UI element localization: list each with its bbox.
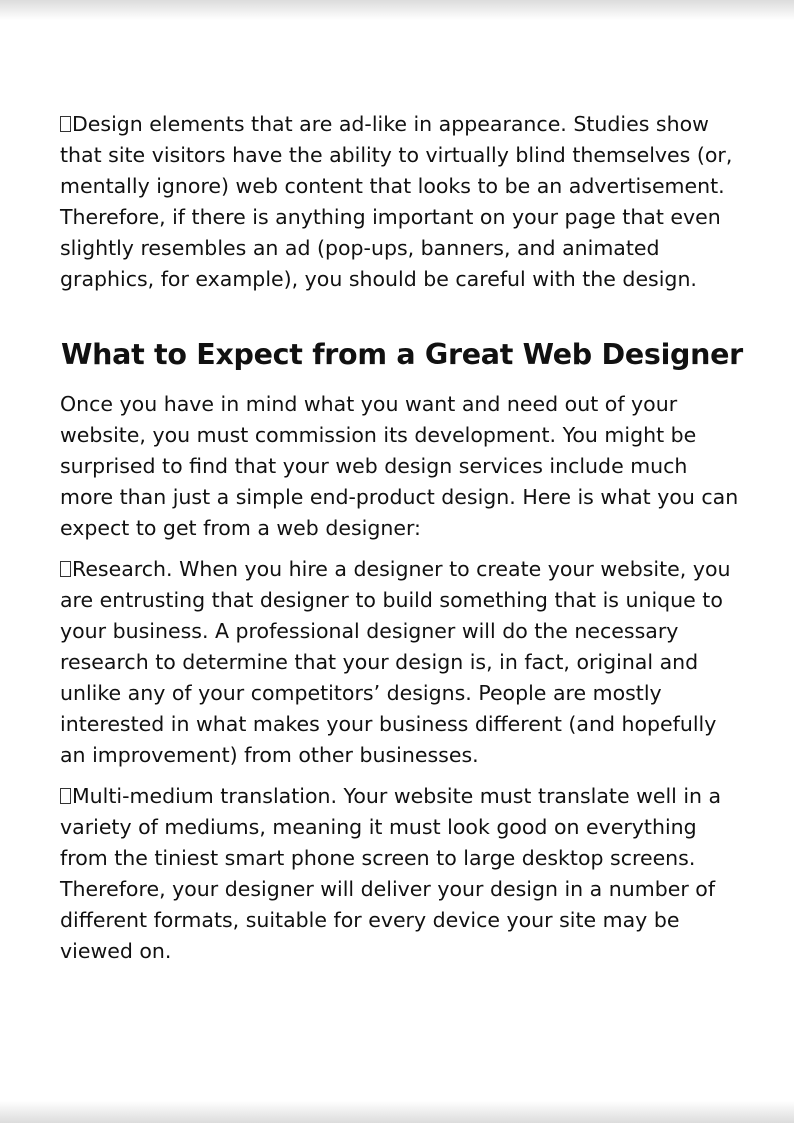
bullet-text: Research. When you hire a designer to create your website, you are entrusting that designer to build something that is unique to your business. A professional designer will do the necessary research to determine that your design is, in fact, original and unlike any of your competitors’ designs. People are mostly interested in what makes your business different (and hopefully an improvement) from other businesses. — [60, 557, 731, 767]
section-heading: What to Expect from a Great Web Designer — [61, 338, 743, 371]
bullet-text: Multi-medium translation. Your website must translate well in a variety of mediums, meaning it must look good on everything from the tiniest smart phone screen to large desktop screens. Therefore, your designer will deliver your design in a number of different formats, suitable for every device your site may be viewed on. — [60, 784, 722, 963]
page-top-shadow — [0, 0, 794, 20]
bullet-text: Design elements that are ad-like in appearance. Studies show that site visitors have the ability to virtually blind themselves (or, mentally ignore) web content that looks to be an advertisement. Therefore, if there is anything important on your page that even slightly resembles an ad (pop-ups, banners, and animated graphics, for example), you should be careful with the design. — [60, 112, 733, 291]
document-page — [60, 109, 744, 977]
missing-glyph-bullet-icon — [60, 116, 71, 132]
missing-glyph-bullet-icon — [60, 561, 71, 577]
page-bottom-shadow — [0, 1101, 794, 1123]
bullet-paragraph-ad-like — [60, 109, 744, 295]
missing-glyph-bullet-icon — [60, 788, 71, 804]
bullet-paragraph-multi-medium — [60, 781, 744, 967]
intro-paragraph: Once you have in mind what you want and need out of your website, you must commission its development. You might be surprised to find that your web design services include much more than just a simple end-product design. Here is what you can expect to get from a web designer: — [60, 392, 739, 540]
bullet-paragraph-research — [60, 554, 744, 771]
